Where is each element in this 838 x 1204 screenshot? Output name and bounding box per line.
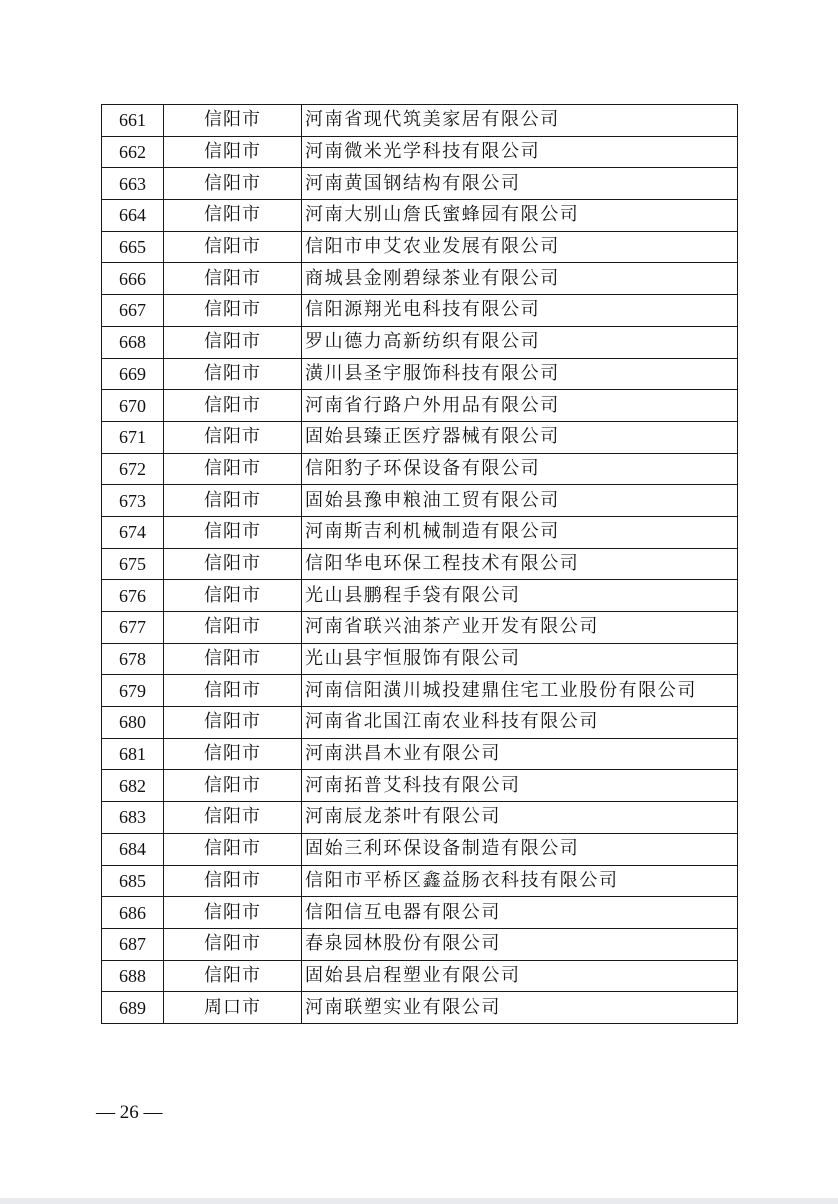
company-name-cell: 河南信阳潢川城投建鼎住宅工业股份有限公司: [302, 675, 738, 707]
city-cell: 信阳市: [164, 960, 302, 992]
row-number-cell: 679: [102, 675, 164, 707]
city-cell: 信阳市: [164, 421, 302, 453]
table-row: [102, 263, 738, 295]
table-row: [102, 643, 738, 675]
row-number-cell: 685: [102, 865, 164, 897]
table-row: [102, 200, 738, 232]
row-number-cell: 668: [102, 326, 164, 358]
city-cell: 信阳市: [164, 200, 302, 232]
company-name-cell: 信阳信互电器有限公司: [302, 897, 738, 929]
table-row: [102, 833, 738, 865]
company-name-cell: 信阳豹子环保设备有限公司: [302, 453, 738, 485]
row-number-cell: 675: [102, 548, 164, 580]
table-row: [102, 675, 738, 707]
row-number-cell: 671: [102, 421, 164, 453]
table-row: [102, 485, 738, 517]
table-row: [102, 453, 738, 485]
company-name-cell: 河南微米光学科技有限公司: [302, 136, 738, 168]
city-cell: 信阳市: [164, 168, 302, 200]
city-cell: 信阳市: [164, 358, 302, 390]
table-row: [102, 992, 738, 1024]
company-name-cell: 河南省现代筑美家居有限公司: [302, 105, 738, 137]
page-number: — 26 —: [96, 1102, 163, 1123]
city-cell: 信阳市: [164, 738, 302, 770]
city-cell: 信阳市: [164, 928, 302, 960]
row-number-cell: 662: [102, 136, 164, 168]
company-name-cell: 固始县臻正医疗器械有限公司: [302, 421, 738, 453]
company-name-cell: 信阳源翔光电科技有限公司: [302, 295, 738, 327]
table-row: [102, 136, 738, 168]
company-name-cell: 河南省北国江南农业科技有限公司: [302, 707, 738, 739]
company-name-cell: 河南联塑实业有限公司: [302, 992, 738, 1024]
table-row: [102, 516, 738, 548]
table-row: [102, 865, 738, 897]
table-row: [102, 580, 738, 612]
table-row: [102, 358, 738, 390]
row-number-cell: 688: [102, 960, 164, 992]
company-name-cell: 河南洪昌木业有限公司: [302, 738, 738, 770]
row-number-cell: 689: [102, 992, 164, 1024]
company-list-table: [101, 104, 738, 1024]
city-cell: 信阳市: [164, 580, 302, 612]
company-name-cell: 河南省行路户外用品有限公司: [302, 390, 738, 422]
table-row: [102, 612, 738, 644]
table-row: [102, 802, 738, 834]
company-name-cell: 信阳华电环保工程技术有限公司: [302, 548, 738, 580]
table-row: [102, 738, 738, 770]
row-number-cell: 673: [102, 485, 164, 517]
city-cell: 信阳市: [164, 802, 302, 834]
table-row: [102, 928, 738, 960]
row-number-cell: 686: [102, 897, 164, 929]
row-number-cell: 663: [102, 168, 164, 200]
row-number-cell: 687: [102, 928, 164, 960]
table-row: [102, 168, 738, 200]
row-number-cell: 684: [102, 833, 164, 865]
table-row: [102, 770, 738, 802]
city-cell: 信阳市: [164, 263, 302, 295]
company-name-cell: 潢川县圣宇服饰科技有限公司: [302, 358, 738, 390]
row-number-cell: 669: [102, 358, 164, 390]
company-name-cell: 固始县启程塑业有限公司: [302, 960, 738, 992]
row-number-cell: 683: [102, 802, 164, 834]
company-name-cell: 信阳市申艾农业发展有限公司: [302, 231, 738, 263]
city-cell: 信阳市: [164, 136, 302, 168]
table-row: [102, 295, 738, 327]
table-row: [102, 960, 738, 992]
city-cell: 信阳市: [164, 485, 302, 517]
city-cell: 信阳市: [164, 833, 302, 865]
company-name-cell: 河南黄国钢结构有限公司: [302, 168, 738, 200]
city-cell: 信阳市: [164, 105, 302, 137]
city-cell: 信阳市: [164, 897, 302, 929]
city-cell: 信阳市: [164, 612, 302, 644]
city-cell: 信阳市: [164, 643, 302, 675]
city-cell: 信阳市: [164, 865, 302, 897]
row-number-cell: 672: [102, 453, 164, 485]
city-cell: 信阳市: [164, 770, 302, 802]
city-cell: 信阳市: [164, 707, 302, 739]
city-cell: 信阳市: [164, 453, 302, 485]
company-name-cell: 河南辰龙茶叶有限公司: [302, 802, 738, 834]
city-cell: 信阳市: [164, 231, 302, 263]
city-cell: 周口市: [164, 992, 302, 1024]
table-row: [102, 548, 738, 580]
company-name-cell: 固始县豫申粮油工贸有限公司: [302, 485, 738, 517]
row-number-cell: 666: [102, 263, 164, 295]
row-number-cell: 681: [102, 738, 164, 770]
company-name-cell: 商城县金刚碧绿茶业有限公司: [302, 263, 738, 295]
row-number-cell: 676: [102, 580, 164, 612]
row-number-cell: 674: [102, 516, 164, 548]
company-name-cell: 河南省联兴油茶产业开发有限公司: [302, 612, 738, 644]
company-name-cell: 信阳市平桥区鑫益肠衣科技有限公司: [302, 865, 738, 897]
city-cell: 信阳市: [164, 675, 302, 707]
row-number-cell: 670: [102, 390, 164, 422]
row-number-cell: 665: [102, 231, 164, 263]
row-number-cell: 664: [102, 200, 164, 232]
city-cell: 信阳市: [164, 516, 302, 548]
row-number-cell: 682: [102, 770, 164, 802]
table-row: [102, 897, 738, 929]
company-name-cell: 河南拓普艾科技有限公司: [302, 770, 738, 802]
table-row: [102, 390, 738, 422]
company-name-cell: 固始三利环保设备制造有限公司: [302, 833, 738, 865]
city-cell: 信阳市: [164, 295, 302, 327]
table-row: [102, 326, 738, 358]
company-name-cell: 河南斯吉利机械制造有限公司: [302, 516, 738, 548]
row-number-cell: 667: [102, 295, 164, 327]
table-row: [102, 421, 738, 453]
row-number-cell: 677: [102, 612, 164, 644]
company-name-cell: 春泉园林股份有限公司: [302, 928, 738, 960]
table-row: [102, 707, 738, 739]
city-cell: 信阳市: [164, 326, 302, 358]
company-name-cell: 罗山德力高新纺织有限公司: [302, 326, 738, 358]
company-name-cell: 河南大别山詹氏蜜蜂园有限公司: [302, 200, 738, 232]
row-number-cell: 680: [102, 707, 164, 739]
city-cell: 信阳市: [164, 390, 302, 422]
company-name-cell: 光山县宇恒服饰有限公司: [302, 643, 738, 675]
row-number-cell: 661: [102, 105, 164, 137]
row-number-cell: 678: [102, 643, 164, 675]
table-row: [102, 231, 738, 263]
table-body: [102, 105, 738, 1024]
company-name-cell: 光山县鹏程手袋有限公司: [302, 580, 738, 612]
city-cell: 信阳市: [164, 548, 302, 580]
table-row: [102, 105, 738, 137]
